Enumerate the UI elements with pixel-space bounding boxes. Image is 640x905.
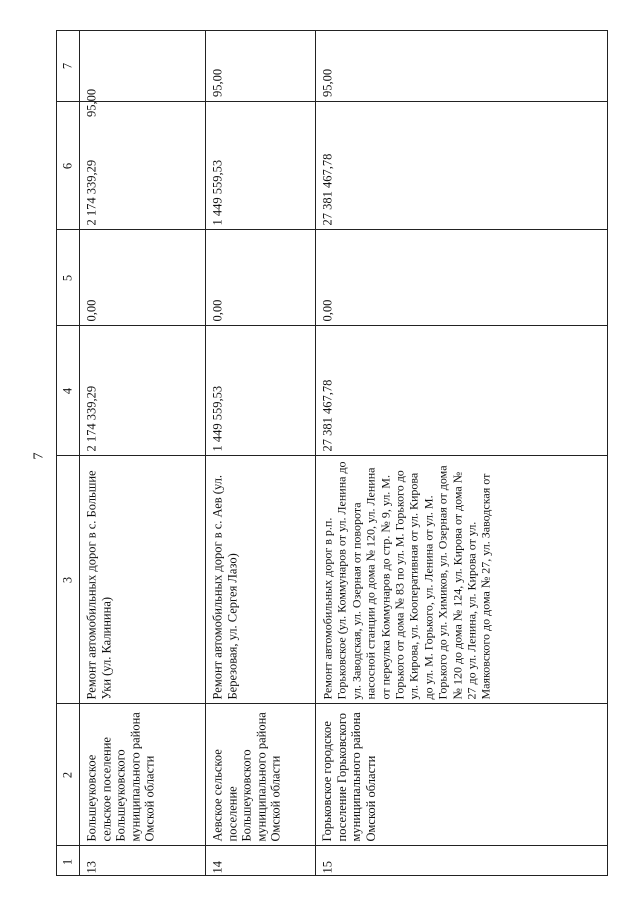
header-col-3: 3 bbox=[57, 455, 79, 703]
row14-col4: 1 449 559,53 bbox=[206, 325, 315, 455]
header-col-2: 2 bbox=[57, 703, 79, 845]
row14-col3: Ремонт автомобильных дорог в с. Аев (ул. Березовая, ул. Сергея Лазо) bbox=[206, 455, 315, 703]
row15-col2: Горьковское городское поселение Горьковского муниципального района Омской области bbox=[316, 703, 607, 845]
table-row bbox=[205, 31, 315, 875]
row13-col4: 2 174 339,29 bbox=[80, 325, 205, 455]
row13-col1: 13 bbox=[80, 845, 205, 877]
row14-col7: 95,00 bbox=[210, 68, 225, 97]
header-col-1: 1 bbox=[57, 845, 79, 877]
row13-col5: 0,00 bbox=[80, 229, 205, 325]
table-row bbox=[79, 31, 205, 875]
row14-col2: Аевское сельское поселение Большеуковского муниципального района Омской области bbox=[206, 703, 315, 845]
header-col-4: 4 bbox=[57, 325, 79, 455]
table-row bbox=[315, 31, 607, 875]
row13-col3: Ремонт автомобильных дорог в с. Большие Уки (ул. Калинина) bbox=[80, 455, 205, 703]
data-table bbox=[56, 30, 608, 876]
row13-col6: 2 174 339,29 bbox=[80, 101, 205, 229]
header-col-6: 6 bbox=[57, 101, 79, 229]
row15-col7: 95,00 bbox=[320, 68, 335, 97]
row14-col6: 1 449 559,53 bbox=[206, 101, 315, 229]
row15-col3: Ремонт автомобильных дорог в р.п. Горьковское (ул. Коммунаров от ул. Ленина до ул. Заводская, ул. Озерная от поворота насосной станции до дома № 120, ул. Ленина от переулка Коммунаров до стр. № 9, ул. М. Горького от дома № 83 по ул. М. Горького до ул. Кирова, ул. Кооперативная от ул. Кирова до ул. М. Горького, ул. Ленина от ул. М. Горького до ул. Химиков, ул. Озерная от дома № 120 до дома № 124, ул. Кирова от дома № 27 до ул. Ленина, ул. Кирова от ул. Маяковского до дома № 27, ул. Заводская от bbox=[316, 455, 607, 703]
row15-col4: 27 381 467,78 bbox=[316, 325, 607, 455]
row14-col5: 0,00 bbox=[206, 229, 315, 325]
row13-col7: 95,00 bbox=[84, 88, 99, 117]
header-col-7: 7 bbox=[60, 62, 75, 70]
row13-col2: Большеуковское сельское поселение Большеуковского муниципального района Омской области bbox=[80, 703, 205, 845]
row15-col6: 27 381 467,78 bbox=[316, 101, 607, 229]
row15-col5: 0,00 bbox=[316, 229, 607, 325]
header-col-5: 5 bbox=[57, 229, 79, 325]
page-number: 7 bbox=[31, 452, 47, 460]
row14-col1: 14 bbox=[206, 845, 315, 877]
row15-col1: 15 bbox=[316, 845, 607, 877]
header-row bbox=[57, 31, 79, 875]
